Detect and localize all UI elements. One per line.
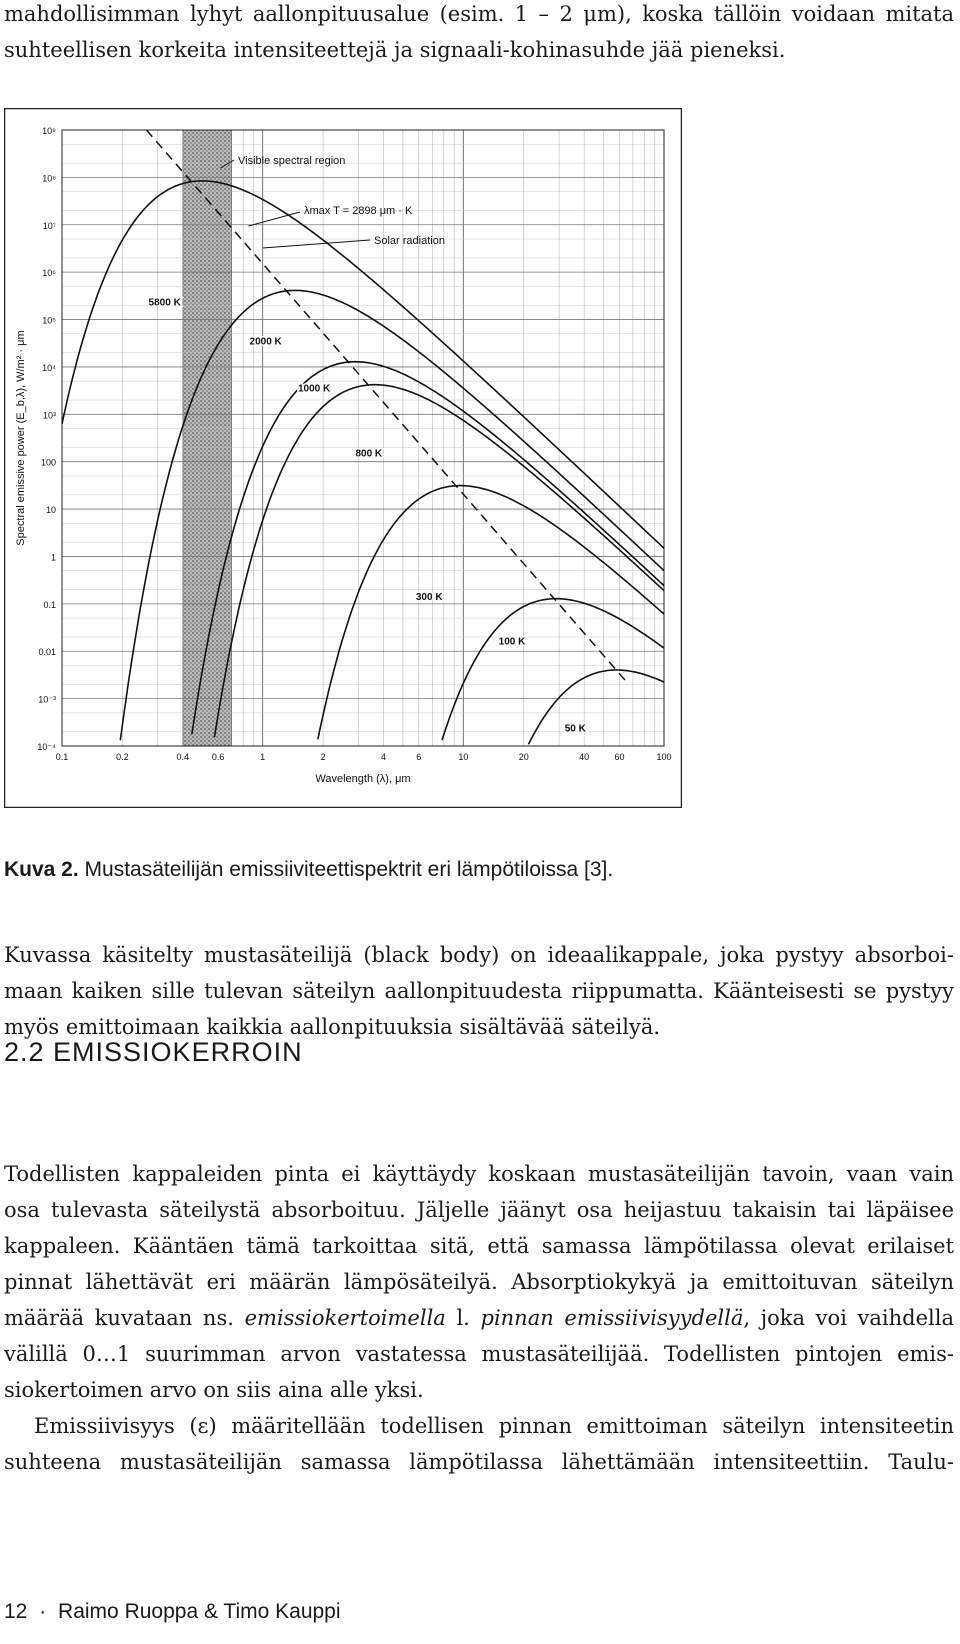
x-tick-label: 0.4 xyxy=(176,752,190,762)
x-tick-label: 40 xyxy=(579,752,590,762)
figure-caption xyxy=(4,858,613,882)
text-line: siokertoimen arvo on siis aina alle yksi. xyxy=(4,1378,424,1402)
visible-region-label: Visible spectral region xyxy=(238,155,346,167)
solar-label: Solar radiation xyxy=(374,235,445,247)
curve-label: 50 K xyxy=(564,723,586,735)
y-tick-label: 10⁵ xyxy=(42,315,56,326)
curve-label: 1000 K xyxy=(298,383,331,395)
page-footer xyxy=(4,1600,341,1624)
text-run: l. xyxy=(445,1306,481,1330)
term-emissiivisyys: pinnan emissiivisyydellä xyxy=(480,1306,744,1330)
visible-region-band xyxy=(183,130,232,746)
wien-label: λmax T = 2898 μm · K xyxy=(304,205,413,217)
paragraph-emissivity xyxy=(4,1156,954,1408)
text-line: maan kaiken sille tulevan säteilyn aallonpituudesta riippumatta. Käänteisesti se pystyy xyxy=(4,979,954,1003)
text-line: myös emittoimaan kaikkia aallonpituuksia sisältävää säteilyä. xyxy=(4,1015,661,1039)
y-tick-label: 10⁻³ xyxy=(38,694,56,705)
y-tick-label: 0.01 xyxy=(38,647,56,658)
text-line: Kuvassa käsitelty mustasäteilijä (black body) on ideaalikappale, joka pystyy absorboi- xyxy=(4,943,954,967)
caption-text: Mustasäteilijän emissiiviteettispektrit eri lämpötiloissa [3]. xyxy=(78,858,614,881)
y-tick-label: 1 xyxy=(50,552,56,563)
y-tick-label: 10⁷ xyxy=(42,220,56,231)
y-tick-label: 10⁻⁴ xyxy=(37,742,56,752)
y-tick-label: 10⁴ xyxy=(42,362,56,373)
footer-authors: Raimo Ruoppa & Timo Kauppi xyxy=(58,1600,341,1623)
curve-label: 800 K xyxy=(355,448,383,460)
y-tick-label: 10 xyxy=(45,505,56,516)
y-tick-label: 10³ xyxy=(42,410,56,421)
text-line: Todellisten kappaleiden pinta ei käyttäydy koskaan mustasäteilijän tavoin, vaan vain xyxy=(4,1162,954,1186)
footer-separator: · xyxy=(39,1600,47,1623)
y-tick-label: 10⁸ xyxy=(42,173,56,184)
x-tick-label: 60 xyxy=(614,752,625,762)
x-tick-label: 20 xyxy=(518,752,529,762)
text-line: kappaleen. Kääntäen tämä tarkoittaa sitä, että samassa lämpötilassa olevat erilaiset xyxy=(4,1234,954,1258)
x-tick-label: 0.2 xyxy=(116,752,129,762)
x-tick-label: 0.6 xyxy=(211,752,225,762)
x-axis-label: Wavelength (λ), μm xyxy=(315,773,411,785)
curve-label: 300 K xyxy=(415,592,443,604)
caption-label: Kuva 2. xyxy=(4,858,79,881)
text-line: välillä 0…1 suurimman arvon vastatessa mustasäteilijää. Todellisten pintojen emis- xyxy=(4,1342,954,1366)
term-emissiokerroin: emissiokertoimella xyxy=(244,1306,446,1330)
text-line: suhteellisen korkeita intensiteettejä ja signaali-kohinasuhde jää pieneksi. xyxy=(4,38,786,62)
text-line: mahdollisimman lyhyt aallonpituusalue (esim. 1 – 2 μm), koska tällöin voidaan mitata xyxy=(4,2,954,26)
y-tick-label: 10⁶ xyxy=(42,268,56,279)
paragraph-blackbody xyxy=(4,937,954,1045)
paragraph-emissivity-definition xyxy=(4,1408,954,1480)
intro-paragraph xyxy=(4,0,954,68)
text-line: Emissiivisyys (ε) määritellään todellisen pinnan emittoiman säteilyn intensiteetin xyxy=(34,1414,954,1438)
blackbody-spectrum-figure xyxy=(4,108,682,808)
curve-label: 100 K xyxy=(498,636,526,648)
y-tick-label: 100 xyxy=(40,457,56,468)
text-line xyxy=(4,1300,954,1336)
curve-label: 5800 K xyxy=(148,297,181,309)
x-tick-label: 6 xyxy=(416,752,422,762)
text-run: määrää kuvataan ns. xyxy=(4,1306,245,1330)
y-tick-label: 0.1 xyxy=(43,599,56,610)
x-tick-label: 10 xyxy=(458,752,469,762)
x-tick-label: 0.1 xyxy=(55,752,69,762)
section-heading: 2.2 EMISSIOKERROIN xyxy=(4,1037,303,1067)
text-run: , joka voi vaihdella xyxy=(743,1306,954,1330)
y-tick-label: 10⁹ xyxy=(42,126,56,136)
page-number: 12 xyxy=(4,1600,28,1623)
x-tick-label: 4 xyxy=(380,752,386,762)
text-line: suhteena mustasäteilijän samassa lämpötilassa lähettämään intensiteettiin. Taulu- xyxy=(4,1450,954,1474)
curve-label: 2000 K xyxy=(249,336,282,348)
text-line: osa tulevasta säteilystä absorboituu. Jäljelle jäänyt osa heijastuu takaisin tai läpäisee xyxy=(4,1198,954,1222)
x-tick-label: 100 xyxy=(656,752,672,762)
text-line: pinnat lähettävät eri määrän lämpösäteilyä. Absorptiokykyä ja emittoituvan säteilyn xyxy=(4,1270,954,1294)
x-tick-label: 1 xyxy=(260,752,266,762)
y-axis-label: Spectral emissive power (E_b,λ), W/m² · μm xyxy=(15,330,27,546)
x-tick-label: 2 xyxy=(320,752,326,762)
